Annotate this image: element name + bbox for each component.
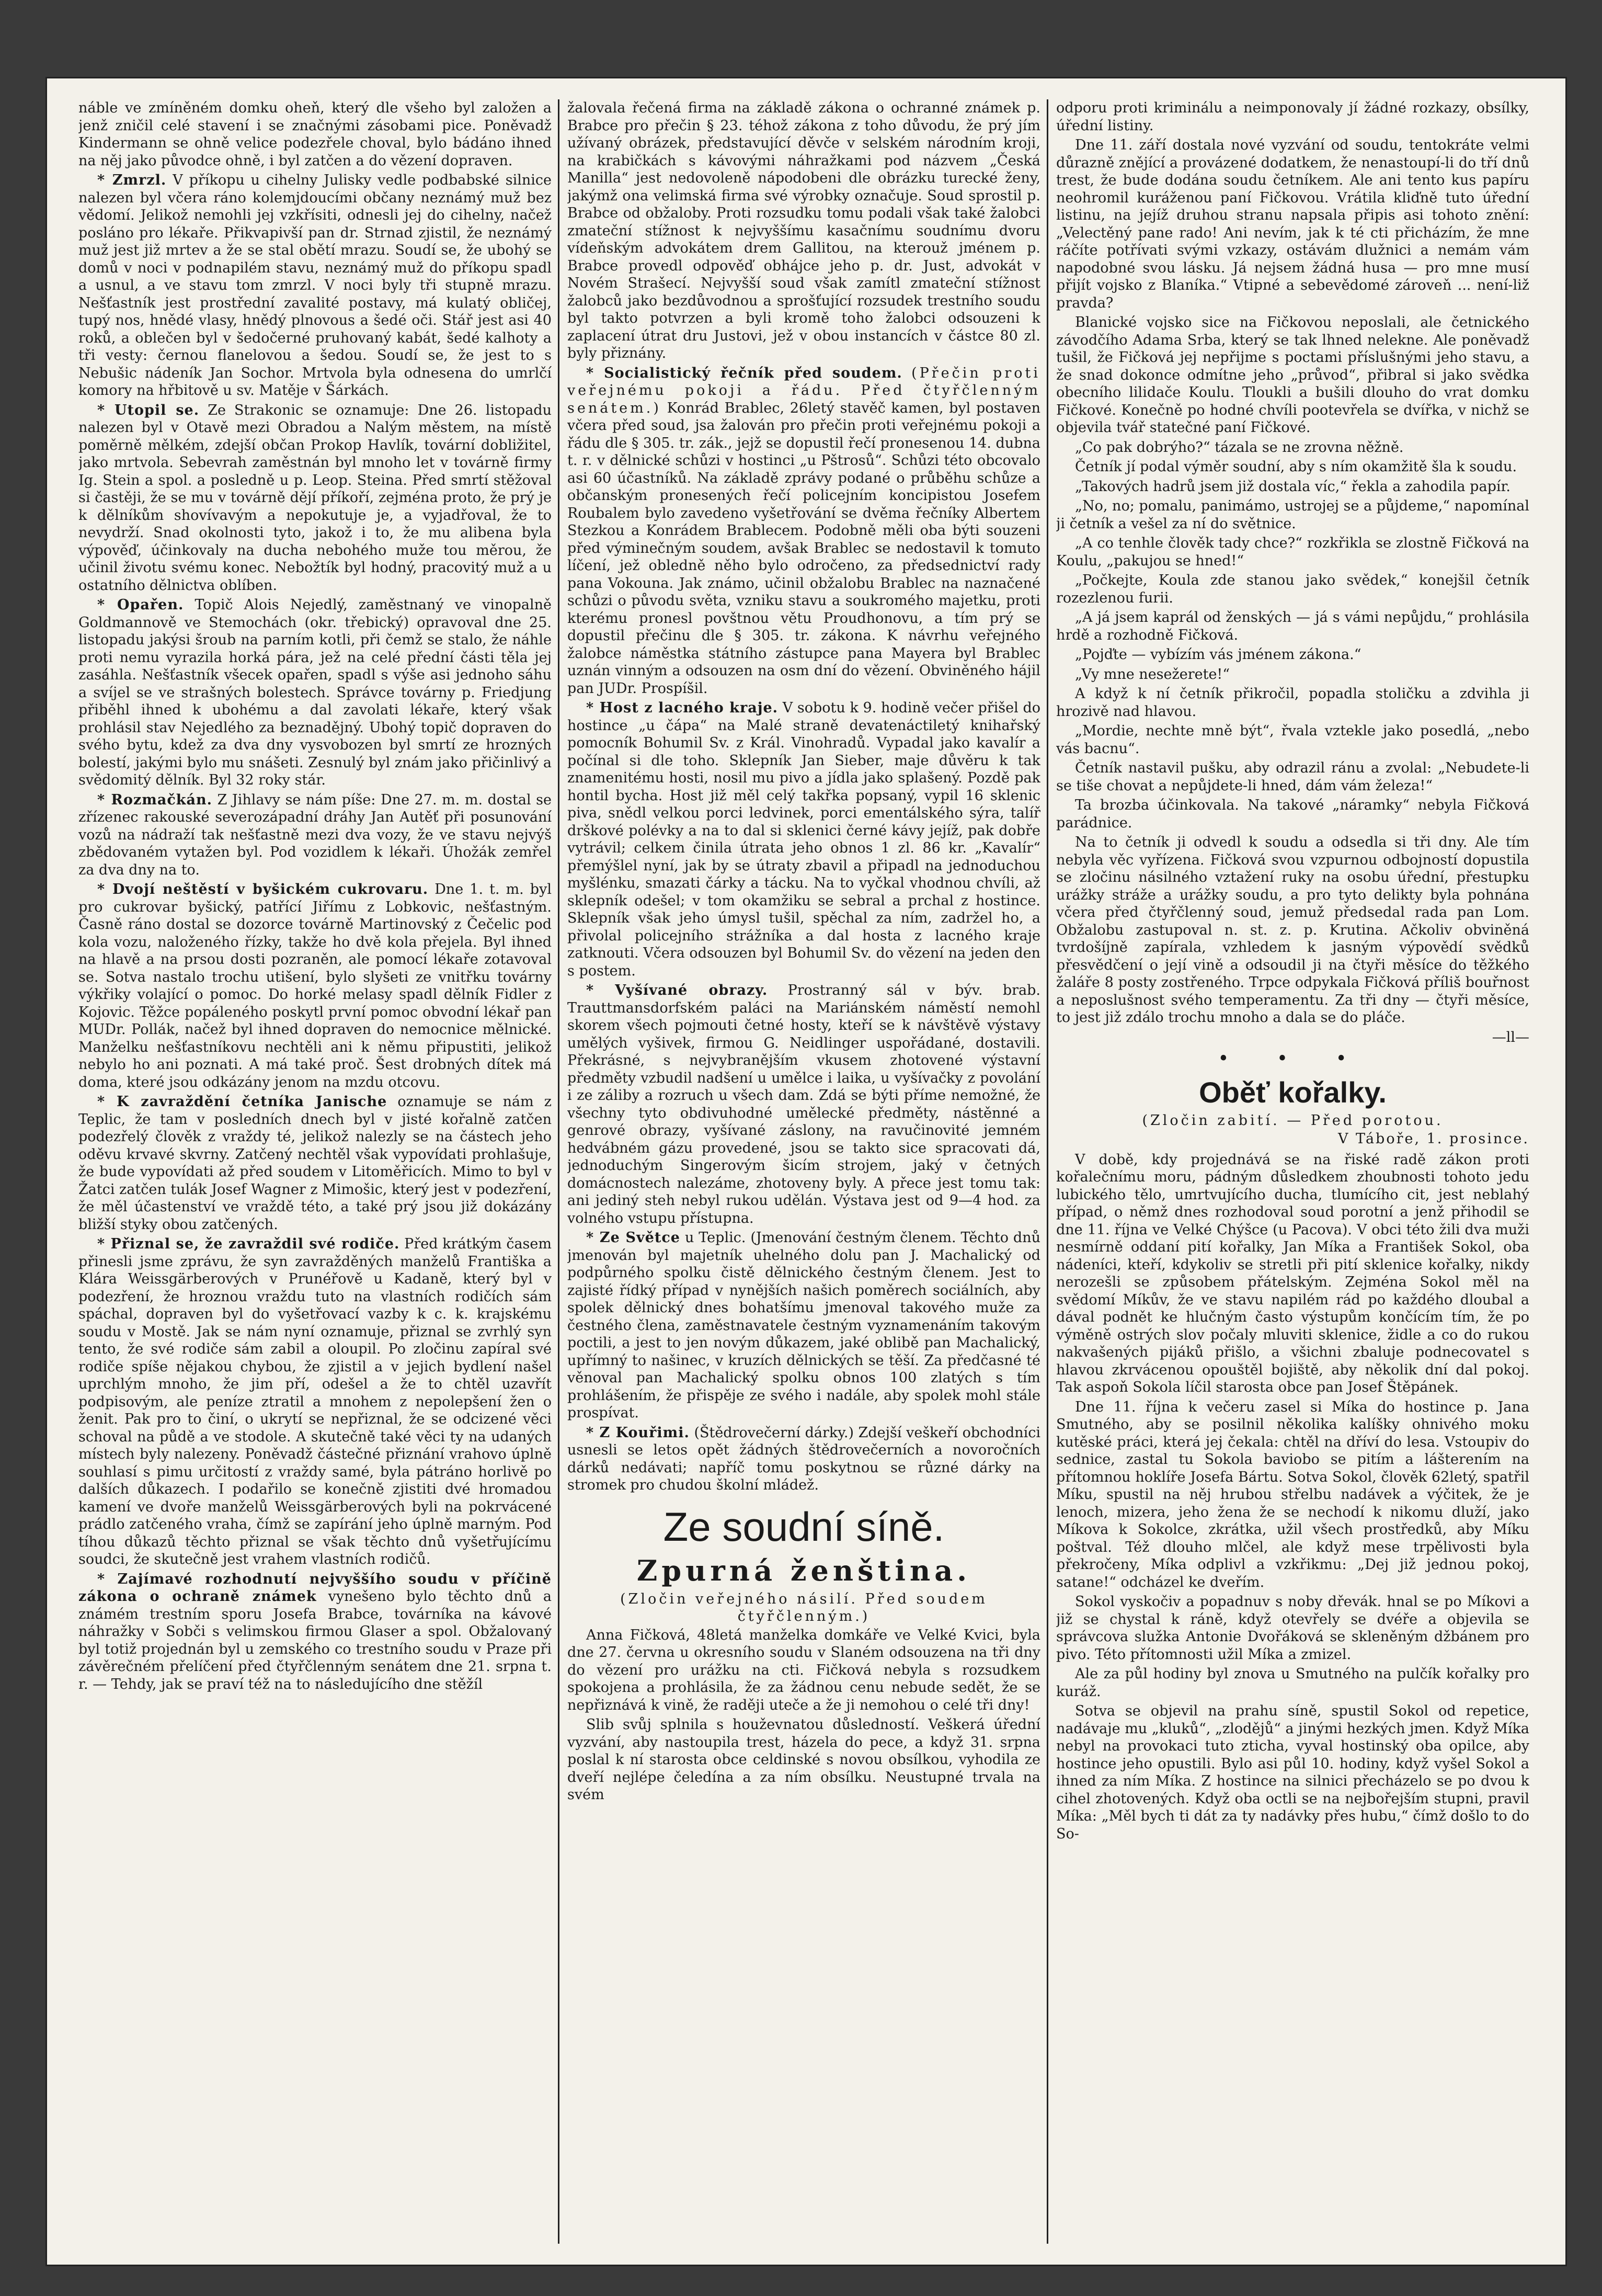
article-paragraph: „Mordie, nechte mně být“, řvala vztekle jako posedlá, „nebo vás bacnu“.	[1056, 723, 1529, 757]
news-item-body: Prostranný sál v býv. brab. Trauttmansdorfském paláci na Mariánském náměstí nemohl skorem všech pojmouti četné hosty, kteří se k návštěvě výstavy umělých vyšivek, firmou G. Neidlinger uspořádané, dostavili. Překrásné, s nejvybranějším vkusem zhotovené výstavní předměty vzbudil nadšení u umělce i laika, u vyšívačky z povolání i ze záliby a rozruch u všech dam. Zdá se býti příme nemožné, že všechny tyto obdivuhodné umělecké předměty, nástěnné a genrové obrazy, vyšívané záslony, na ravučinovité jemném hedvábném gázu provedené, jsou se takto sice spracovati dá, jednoduchým Singerovým šicím strojem, jaký v četných domácnostech nalezáme, zhotoveny byly. A přece jest tomu tak: ani jediný steh nebyl rukou udělán. Výstava jest od 9—4 hod. za volného vstupu přístupna.	[567, 982, 1040, 1226]
article-paragraph: „Počkejte, Koula zde stanou jako svědek,“ konejšil četník rozezlenou furii.	[1056, 572, 1529, 606]
article-paragraph: odporu proti kriminálu a neimponovaly jí žádné rozkazy, obsílky, úřední listiny.	[1056, 100, 1529, 134]
story-subtitle: (Zločin zabití. — Před porotou.	[1142, 1112, 1444, 1129]
article-paragraph: Ale za půl hodiny byl znova u Smutného na pulčík kořalky pro kuráž.	[1056, 1666, 1529, 1700]
article-paragraph: Na to četník ji odvedl k soudu a odsedla si tři dny. Ale tím nebyla věc vyřízena. Fičková svou vzpurnou odbojností dopustila se zločinu násilného vztažení ruky na osobu úřední, přestupku urážky stráže a urážky soudu, a pro tyto delikty byla pohnána včera před čtyřčlenný soud, jemuž předsedal rada pan Lom. Obžalobu zastupoval n. st. z. p. Krutina. Ačkoliv obviněná tvrdošíjně zapírala, vzhledem k jasným výpovědí svědků přesvědčení o její vině a odsoudil ji na čtyři měsíce do těžkého žaláře 8 posty zostřeného. Trpce odpykala Fičková příliš bouřnost a neposlušnost svého temperamentu. Za tři dny — čtyři měsíce, to jest již zdálo trochu mnoho a dala se do pláče.	[1056, 834, 1529, 1026]
news-item-body: Z Jihlavy se nám píše: Dne 27. m. m. dostal se zřízenec rakouské severozápadní dráhy Jan Autěť při posunování vozů na nádraží tak nešťastně mezi dva vozy, že ve stavu nejvýš zbědovaném vytažen byl. Pod vozidlem k lékaři. Úhožák zemřel za dva dny na to.	[78, 791, 552, 878]
news-item-heading: * Z Kouřimi.	[586, 1424, 690, 1441]
article-paragraph: Sokol vyskočiv a popadnuv s noby dřevák. hnal se po Míkovi a již se chystal k ráně, když otevřely se dvéře a objevila se správcova služka Antonie Dvořáková se skleněným džbánem pro pivo. Této přítomnosti užil Míka a zmizel.	[1056, 1594, 1529, 1663]
article-paragraph: Dne 11. září dostala nové vyzvání od soudu, tentokráte velmi důrazně znějící a provázené dodatkem, že nenastoupí-li do tří dnů trest, že bude dodána soudu četníkem. Ale ani tento kus papíru neohromil kuráženou paní Fičkovou. Vrátila kliďně tuto úřední listinu, na jejíž druhou stranu napsala připis asi tohoto znění: „Velectěný pane rado! Ani nevím, jak k té cti přicházím, že mne ráčíte potřívati svými vzkazy, ostávám dlužnici a nemám vám napodobné svou lásku. Já nejsem žádná husa — pro mne musí přijít vojsko z Blaníka.“ Vtipné a sebevědomé zároveň ... není-liž pravda?	[1056, 137, 1529, 311]
news-item-subheading: (Přečin proti veřejnému pokoji a řádu. Před čtyřčlenným senátem.)	[567, 365, 1040, 416]
news-item-body: Před krátkým časem přinesli jsme zprávu, že syn zavražděných manželů Františka a Klára Weissgärberových v Prunéřově u Kadaně, který byl v podezření, že hroznou vraždu tuto na vlastních rodičích sám spáchal, dopraven byl do vyšetřovací vazby k c. k. krajskému soudu v Mostě. Jak se nám nyní oznamuje, přiznal se zvrhlý syn tento, že své rodiče sám zabil a oloupil. Po zločinu zapíral své rodiče spíše nějakou chybou, že zjistil a v jejich bydlení našel uprchlým mnoho, že jim pří, odešel a že to chtěl uzavřít podpisovým, ale peníze ztratil a mnohem z nepolepšení žen o ženit. Pak pro to činí, o ukrytí se nepřiznal, že se odcizené věci schoval na půdě a ve stodole. A skutečně také věci ty na udaných místech byly nalezeny. Poněvadž částečné přiznání vrahovo úplně souhlasí s pimu určitostí z vraždy samé, byla pátráno horlivě po dalších důkazech. I podařilo se konečně zjistiti dvé hromadou kamení ve dvoře manželů Weissgärberových byli na pokrvácené prádlo zatčeného vraha, čímž se zapírání jeho úplně marným. Pod tíhou důkazů těchto přiznal se však těchto dnů vyšetřujícímu soudci, že skutečně jest vrahem vlastních rodičů.	[78, 1236, 552, 1567]
section-title: Ze soudní síně.	[663, 1503, 945, 1550]
news-item-body: u Teplic. (Jmenování čestným členem. Těchto dnů jmenován byl majetník uhelného dolu pan J. Machalický od podpůrného spolku čistě dělnického čestným členem. Jest to zajisté řídký případ v nynějších našich poměrech sociálních, aby spolek dělnický dnes bohatšímu jmenoval takového muže za čestného člena, zaměstnavatele čestným vyznamenáním takovým poctili, a jest to jen novým důkazem, jaké oblibě pan Machalický, upřímný to našinec, v kruzích dělnických se těší. Za předčasné té věnoval pan Machalický spolku obnos 100 zlatých s tím prohlášením, že přispěje ze svého i nadále, aby spolek mohl stále prospívat.	[567, 1230, 1040, 1421]
column-rule	[1047, 99, 1048, 2244]
article-paragraph: Dne 11. října k večeru zasel si Míka do hostince p. Jana Smutného, aby se posilnil několika kalíšky ohnivého moku kutěské práci, která jej čekala: chtěl na dříví do lesa. Vstoupiv do sednice, zastal tu Sokola baviobo se pitím a lášterením na přítomnou hoklíře Josefa Bártu. Sotva Sokol, člověk 62letý, spatřil Míku, spustil na něj hrubou střelbu nadávek a výčitek, že je lenoch, mizera, jeho žena že se nechodí k nikomu dluží, jako Míkova k Sokolce, zkrátka, užil všech prostředků, aby Míku poštval. Též dlouho mlčel, ale když mese trpělivosti byla překročeny, Míka odplivl a vzkřikmu: „Dej již jednou pokoj, satane!“ odcházel ke dveřím.	[1056, 1399, 1529, 1590]
news-item-body: (Štědrovečerní dárky.) Zdejší veškeří obchodníci usnesli se letos opět žádných štědrovečerních a novoročních dárků nedávati; napříč tomu poskytnou se různé dárky na stromek pro chudou školní mládež.	[567, 1424, 1040, 1493]
news-item	[78, 1571, 552, 1693]
news-item	[567, 1229, 1040, 1422]
news-item	[78, 172, 552, 400]
article-paragraph: „Co pak dobrýho?“ tázala se ne zrovna něžně.	[1075, 439, 1404, 456]
article-paragraph: „No, no; pomalu, panimámo, ustrojej se a půjdeme,“ napomínal ji četník a vešel za ní do světnice.	[1056, 498, 1529, 532]
news-item-body: Ze Strakonic se oznamuje: Dne 26. listopadu nalezen byl v Otavě mezi Obradou a Nalým městem, na místě poměrně mělkém, zdejší občan Prokop Havlík, tovární dobližitel, jako mrtvola. Sebevrah zaměstnán byl mnoho let v továrně firmy Ig. Stein a spol. a posledně u p. Leop. Steina. Před smrtí stěžoval si častěji, že se mu v továrně dějí příkoří, zejména proto, že prý je k dělníkům shovívavým a nepokutuje je, a vyjadřoval, že to nevydrží. Snad okolnosti tyto, jakož i to, že mu alibena byla výpověď, účinkovaly na ducha nebohého muže tou měrou, že učinil životu svému konec. Nebožtík byl hodný, pracovitý muž a u ostatního dělnictva oblíben.	[78, 402, 552, 594]
article-paragraph: „Pojďte — vybízím vás jménem zákona.“	[1075, 646, 1361, 663]
news-item-body: vynešeno bylo těchto dnů a známém trestním sporu Josefa Brabce, továrníka na kávové náhražky v Sobči s velimskou firmou Glaser a spol. Obžalovaný byl totiž projednán byl u zemského co trestního soudu v Praze při závěrečném přelíčení před čtyřčlenným senátem dne 21. srpna t. r. — Tehdy, jak se praví též na to následujícího dne stěžíl	[78, 1588, 552, 1692]
news-item-heading: * Socialistický řečník před soudem.	[586, 365, 902, 381]
column-right	[1056, 99, 1529, 2244]
article-paragraph: „Takových hadrů jsem již dostala víc,“ řekla a zahodila papír.	[1075, 478, 1511, 495]
news-item	[78, 596, 552, 789]
article-paragraph: „Vy mne nesežerete!“	[1075, 666, 1230, 683]
news-item-heading: * Rozmačkán.	[97, 791, 213, 808]
news-item-heading: * Zajímavé rozhodnutí nejvyššího soudu v příčině zákona o ochraně známek	[78, 1571, 552, 1605]
article-paragraph: Četník nastavil pušku, aby odrazil ránu a zvolal: „Nebudete-li se tiše chovat a nepůjdete-li hned, dám vám železa!“	[1056, 760, 1529, 794]
news-item-heading: * Utopil se.	[97, 402, 200, 418]
news-item-heading: * K zavraždění četníka Janische	[97, 1094, 387, 1110]
news-item-body: oznamuje se nám z Teplic, že tam v posledních dnech byl v jisté kořalně zatčen podezřelý člověk z vraždy té, jelikož nalezly se na částech jeho oděvu krvavé skvrny. Zatčený nechtěl však vypovídati prohlašuje, že bude vypovídati až před soudem v Litoměřicích. Mimo to byl v Žatci zatčen tulák Josef Wagner z Mimošic, který jest v podezření, že měl účastenství ve vraždě této, a také prý jsou již dokázány bližší styky obou zatčených.	[78, 1094, 552, 1233]
news-item	[78, 1093, 552, 1233]
news-item-body: Konrád Brablec, 26letý stavěč kamen, byl postaven včera před soud, jsa žalován pro přečin proti veřejnému pokoji a řádu dle § 305. tr. zák., jejž se dopustil řečí pronesenou 14. dubna t. r. v dělnické schůzi v hostinci „u Pštrosů“. Schůzi této obcovalo asi 60 účastníků. Na základě zprávy podané o průběhu schůze a občanským pronesených řečí policejním koncipistou Josefem Roubalem bylo zavedeno vyšetřování se dvěma řečníky Albertem Stezkou a Konrádem Brablecem. Podobně měli oba býti souzeni před výminečným soudem, avšak Brablec se nedostavil k tomuto líčení, jež obledně něho bylo odročeno, za předsednictví rady pana Vokouna. Jak známo, učinil obžalobu Brablec na naznačené schůzi o původu světa, vzniku stavu a soukromého majetku, proti kterému pronesl povštnou větu Proudhonovu, a tím prý se dopustil přečinu dle § 305. tr. zákona. K návrhu veřejného žalobce náměstka státního zástupce pana Mayera byl Brablec uznán vinným a odsouzen na osm dní do vězení. Obviněného hájil pan JUDr. Prospíšil.	[567, 400, 1040, 697]
article-paragraph: A když k ní četník přikročil, popadla stoličku a zdvihla ji hrozivě nad hlavou.	[1056, 686, 1529, 720]
article-paragraph: Četník jí podal výměr soudní, aby s ním okamžitě šla k soudu.	[1075, 459, 1517, 475]
news-item	[567, 699, 1040, 980]
news-item	[78, 881, 552, 1091]
news-item-heading: * Dvojí neštěstí v byšickém cukrovaru.	[97, 881, 429, 897]
news-item	[78, 1235, 552, 1568]
news-item	[567, 982, 1040, 1227]
article-paragraph: žalovala řečená firma na základě zákona o ochranné známek p. Brabce pro přečin § 23. téhož zákona z toho důvodu, že prý jím užívaný obrázek, představující děvče v selském národním kroji, na krabičkách s kávovými náhražkami pod názvem „Česká Manilla“ jest nedovoleně nápodobeni dle obrázku turecké ženy, jakýmž ona velimská firma své výrobky označuje. Soud sprostil p. Brabce od obžaloby. Proti rozsudku tomu podali však také žalobci zmateční stížnost k nejvyššímu kasačnímu soudnímu dvoru vídeňským advokátem drem Gallitou, na kterouž jménem p. Brabce provedl odpověď obhájce jeho p. dr. Just, advokát v Novém Strašecí. Nejvyšší soud však zamítl zmateční stížnost žalobců jako bezdůvodnou a sprošťující rozsudek trestního soudu byl takto potvrzen a byli kromě toho žalobci odsouzeni k zaplacení útrat dru Justovi, jež v obou instancích v částce 80 zl. byly přiznány.	[567, 100, 1040, 361]
article-paragraph: náble ve zmíněném domku oheň, který dle všeho byl založen a jenž zničil celé stavení i se značnými zásobami pice. Poněvadž Kindermann se ohně velice podezřele choval, bylo bádáno ihned na něj jako původce ohně, i byl zatčen a do vězení dopraven.	[78, 100, 552, 169]
news-item-body: Dne 1. t. m. byl pro cukrovar byšický, patřící Jiřímu z Lobkovic, nešťastným. Časně ráno dostal se dozorce továrně Martinovský z Čečelic pod kola vozu, naloženého řízky, takže ho dvě kola přejela. Byl ihned na hlavě a na prsou dosti pozraněn, ale pomocí lékaře zotavoval se. Sotva nastalo trochu utišení, bylo slyšeti ze vnitřku továrny výkřiky volající o pomoc. Do horké melasy spadl dělník Fidler z Kojovic. Těžce popáleného poskytl první pomoc obvodní lékař pan MUDr. Pollák, načež byl ihned dopraven do nemocnice mělnické. Manželku nešťastníkovu nechtěli ani k němu připustiti, jelikož nebylo ho ani poznati. A má také proč. Šest drobných dítek má doma, které jsou odkázány jenom na mzdu otcovu.	[78, 881, 552, 1090]
article-paragraph: Ta brozba účinkovala. Na takové „náramky“ nebyla Fičková parádnice.	[1056, 797, 1529, 831]
news-item-heading: * Host z lacného kraje.	[586, 700, 779, 716]
news-item-heading: * Opařen.	[97, 597, 184, 613]
news-item-heading: * Zmrzl.	[97, 172, 167, 188]
news-item-body: Topič Alois Nejedlý, zaměstnaný ve vinopalně Goldmannově ve Stemochách (okr. třebický) opravoval dne 25. listopadu jakýsi šroub na parním kotli, při čemž se stalo, že náhle proti nemu vyrazila horká pára, jež na celé přední části těla jej zasáhla. Nešťastník všecek opařen, spadl s výše asi jednoho sáhu a svíjel se ve strašných bolestech. Správce továrny p. Friedjung přiběhl ihned k ubohému a dal zavolati lékaře, který však prohlásil stav Nejedlého za beznadějný. Ubohý topič dopraven do svého bytu, kdež za dva dny vysvobozen byl smrtí ze hrozných bolestí, jakými bylo mu snášeti. Zesnulý byl znám jako přičinlivý a svědomitý dělník. Byl 32 roky stár.	[78, 597, 552, 788]
article-paragraph: Anna Fičková, 48letá manželka domkáře ve Velké Kvici, byla dne 27. června u okresního soudu v Slaném odsouzena na tři dny do vězení pro urážku na cti. Fičková nebyla s rozsudkem spokojena a prohlásila, že za žádnou cenu nebude sedět, že se nepřiznává k vině, že raději uteče a že ji nemohou o celé tři dny!	[567, 1627, 1040, 1713]
article-paragraph: V době, kdy projednává se na řiské radě zákon proti kořalečnímu moru, pádným důsledkem zhoubnosti tohoto jedu lubického tělo, umrtvujícího ducha, tlumícího cit, jest neblahý případ, o němž dnes rozhodoval soud porotní a jenž přihodil se dne 11. října ve Velké Chýšce (u Pacova). V obci této žili dva muži nesmírně oddaní pití kořalky, Jan Míka a František Sokol, oba nádeníci, kteří, kdykoliv se stretli při pití sklenice kořalky, nikdy nerozešli se způsobem přátelským. Zejména Sokol měl na svědomí Míkův, že ve stavu napilém rád po každého dloubal a dával podnět ke hlučným často výstupům končícím tím, že po výměně ostrých slov počaly mluviti sklenice, židle a co do rukou nakvašených pijáků přišlo, a všichni zbaluje podnecovatel s hlavou zkrvácenou opouštěl bojiště, aby několik dní dal pokoj. Tak aspoň Sokola líčil starosta obce pan Josef Štěpánek.	[1056, 1151, 1529, 1395]
dateline: V Táboře, 1. prosince.	[1337, 1131, 1529, 1147]
article-paragraph: Blanické vojsko sice na Fičkovou neposlali, ale četnického závodčího Adama Srba, který se tak lhned nelekne. Ale poněvadž tušil, že Fičková jej nepřijme s poctami příslušnými jeho stavu, a že snad dokonce odmítne jeho „průvod“, přibral si jako svědka obecního lilidače Koulu. Tloukli a bušili dlouho do vrat domku Fičkové. Konečně po hodné chvíli pootevřela se dvířka, v nichž se objevila tvář statečné paní Fičkové.	[1056, 314, 1529, 436]
story-subtitle: (Zločin veřejného násilí. Před soudem čtyřčlenným.)	[620, 1590, 988, 1624]
news-item	[567, 365, 1040, 698]
news-item	[78, 402, 552, 595]
news-item-body: V příkopu u cihelny Julisky vedle podbabské silnice nalezen byl včera ráno kolemjdoucími občany neznámý muž bez vědomí. Jelikož nemohli jej vzkřísiti, odnesli jej do cihelny, načež posláno pro lékaře. Přikvapivší pan dr. Strnad zjistil, že neznámý muž jest již mrtev a že se stal obětí mrazu. Soudí se, že ubohý se domů v noci v podnapilém stavu, neznámý muž do příkopu spadl a usnul, a ve stavu tom zmrzl. V noci byly tři stupně mrazu. Nešťastník jest prostřední zavalité postavy, má kulatý obličej, tupý nos, hnědé vlasy, hnědý plnovous a šedé oči. Stář jest asi 40 roků, a oblečen byl v šedočerné pruhovaný kabát, šedé kalhoty a tři vesty: černou flanelovou a šedou. Soudí se, že jest to s Nebušic nádeník Jan Sochor. Mrtvola byla odnesena do umrlčí komory na hřbitově u sv. Matěje v Šárkách.	[78, 172, 552, 399]
column-rule	[558, 99, 559, 2244]
article-paragraph: Sotva se objevil na prahu síně, spustil Sokol od repetice, nadávaje mu „kluků“, „zlodějů“ a jinými hezkých jmen. Když Míka nebyl na provokaci tuto zticha, vyval hostinský oba opilce, aby hostince jeho opustili. Bylo asi půl 10. hodiny, když vyšel Sokol a ihned za ním Míka. Z hostince na silnici přecházelo se po dvou k cihel zhotovených. Když oba octli se na nejbořejším stupni, pravil Míka: „Měl bych ti dát za ty nadávky přes hubu,“ čímž došlo to do So-	[1056, 1703, 1529, 1842]
author-signature: —ll—	[1492, 1029, 1529, 1045]
news-item-heading: * Ze Světce	[586, 1230, 680, 1246]
news-item-heading: * Vyšívané obrazy.	[586, 982, 768, 998]
article-paragraph: Slib svůj splnila s houževnatou důsledností. Veškerá úřední vyzvání, aby nastoupila trest, házela do pece, a když 31. srpna poslal k ní starosta obce celdinské s novou obsílkou, vyhodila ze dveří nejlépe čeledína a za ním obsílku. Neustupné trvala na svém	[567, 1717, 1040, 1803]
article-paragraph: „A co tenhle člověk tady chce?“ rozkřikla se zlostně Fičková na Koulu, „pakujou se hned!“	[1056, 535, 1529, 569]
newspaper-page	[47, 78, 1565, 2265]
news-item-heading: * Přiznal se, že zavraždil své rodiče.	[97, 1236, 400, 1252]
story-title: Zpurná ženština.	[636, 1553, 971, 1587]
news-item	[567, 1424, 1040, 1494]
column-middle	[567, 99, 1040, 2244]
article-paragraph: „A já jsem kaprál od ženských — já s vámi nepůjdu,“ prohlásila hrdě a rozhodně Fičková.	[1056, 609, 1529, 643]
column-left	[78, 99, 552, 2244]
separator-dots: • • •	[1218, 1048, 1368, 1070]
news-item-body: V sobotu k 9. hodině večer přišel do hostince „u čápa“ na Malé straně devatenáctiletý knihařský pomocník Bohumil Sv. z Král. Vinohradů. Vypadal jako kavalír a počínal si dle toho. Sklepník Jan Sieber, maje důvěru k tak znamenitému hosti, nosil mu pivo a jídla jako splašený. Pozdě pak hontil bycha. Host již měl celý takřka popsaný, vypil 16 sklenic piva, snědl velkou porci ledvinek, porci ementálského sýra, talíř drškové polévky a na to dal si sklenici černé kávy jejíž, pak dobře vytrávil; celkem činila útrata jeho obnos 1 zl. 86 kr. „Kavalír“ přemýšlel nyní, jak by se útraty zbavil a připadl na jednoduchou myšlénku, smazati čárky a tácku. Na to vyčkal vhodnou chvíli, až sklepník odešel; v tom okamžiku se sebral a prchal z hostince. Sklepník však jeho úmysl tušil, spěchal za ním, zadržel ho, a přivolal policejního strážníka a dal hosta z lacného kraje zatknouti. Včera odsouzen byl Bohumil Sv. do vězení na jeden den s postem.	[567, 700, 1040, 979]
story-title: Oběť kořalky.	[1199, 1075, 1387, 1109]
news-item	[78, 791, 552, 879]
